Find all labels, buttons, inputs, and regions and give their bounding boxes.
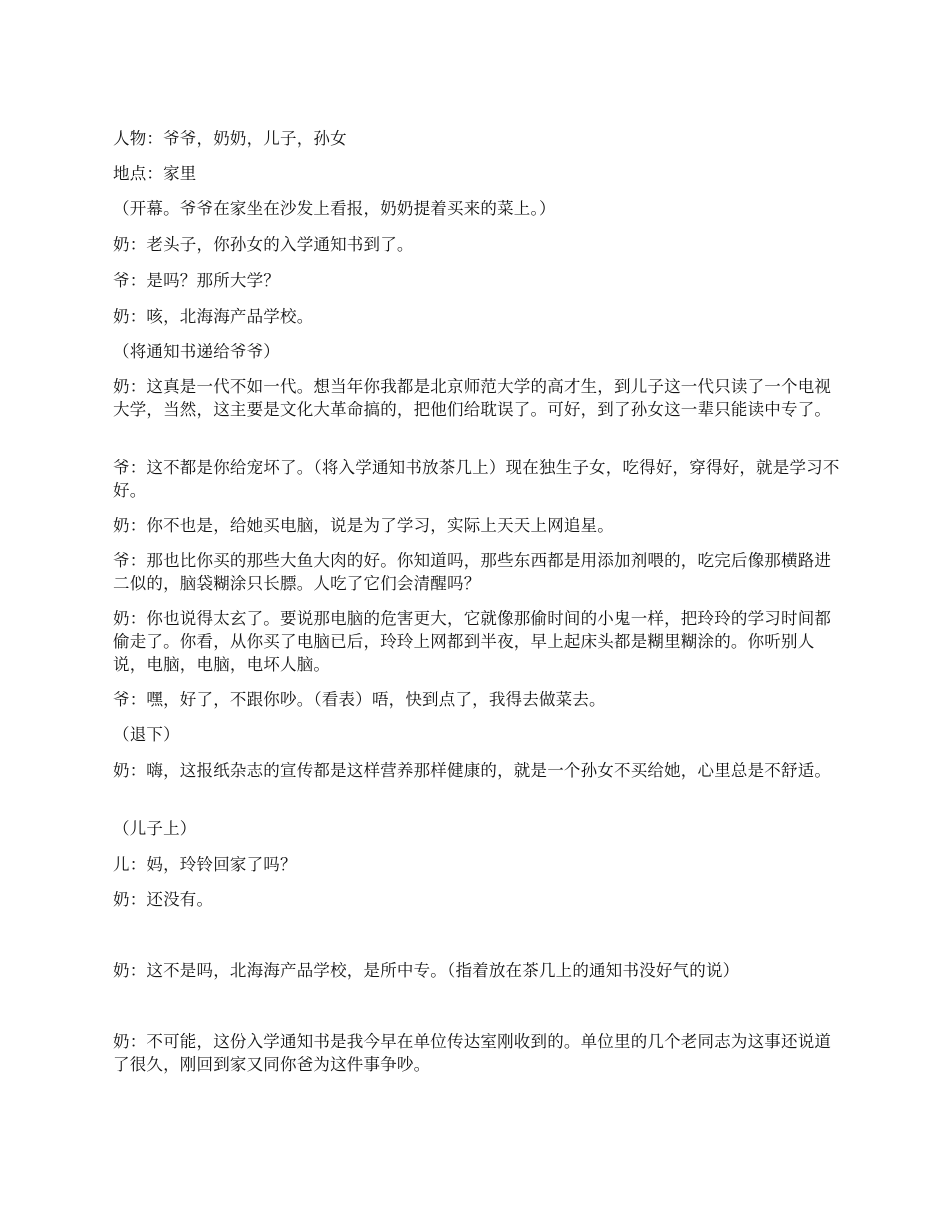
stage-direction: （开幕。爷爷在家坐在沙发上看报，奶奶提着买来的菜上。） (113, 199, 556, 218)
dialogue-line: 奶：你也说得太玄了。要说那电脑的危害更大，它就像那偷时间的小鬼一样，把玲玲的学习时间都偷走了。你看，从你买了电脑已后，玲玲上网都到半夜，早上起床头都是糊里糊涂的。你听别人说，电脑，电脑，电坏人脑。 (113, 609, 832, 674)
dialogue-line: 奶：你不也是，给她买电脑，说是为了学习，实际上天天上网追星。 (113, 516, 614, 535)
dialogue-line: 爷：那也比你买的那些大鱼大肉的好。你知道吗，那些东西都是用添加剂喂的，吃完后像那横路进二似的，脑袋糊涂只长膘。人吃了它们会清醒吗？ (113, 551, 832, 593)
dialogue-line: 奶：咳，北海海产品学校。 (113, 307, 314, 326)
stage-direction: （退下） (113, 725, 180, 744)
dialogue-line: 爷：这不都是你给宠坏了。（将入学通知书放茶几上）现在独生子女，吃得好，穿得好，就是学习不好。 (113, 458, 840, 500)
dialogue-line: 奶：这真是一代不如一代。想当年你我都是北京师范大学的高才生，到儿子这一代只读了一个电视大学，当然，这主要是文化大革命搞的，把他们给耽误了。可好，到了孙女这一辈只能读中专了。 (113, 377, 832, 419)
dialogue-line: 奶：嗨，这报纸杂志的宣传都是这样营养那样健康的，就是一个孙女不买给她，心里总是不舒适。 (113, 761, 832, 780)
stage-direction: （儿子上） (113, 819, 197, 838)
dialogue-line: 爷：是吗？那所大学？ (113, 271, 280, 290)
dialogue-line: 奶：不可能，这份入学通知书是我今早在单位传达室刚收到的。单位里的几个老同志为这事还说道了很久，刚回到家又同你爸为这件事争吵。 (113, 1032, 832, 1074)
dialogue-line: 爷：嘿，好了，不跟你吵。（看表）唔，快到点了，我得去做菜去。 (113, 690, 606, 709)
setting-line: 地点：家里 (113, 164, 197, 183)
dialogue-line: 奶：这不是吗，北海海产品学校，是所中专。（指着放在茶几上的通知书没好气的说） (113, 961, 740, 980)
dialogue-line: 儿：妈，玲铃回家了吗？ (113, 855, 297, 874)
dialogue-line: 奶：老头子，你孙女的入学通知书到了。 (113, 235, 414, 254)
dialogue-line: 奶：还没有。 (113, 890, 214, 909)
stage-direction: （将通知书递给爷爷） (113, 342, 280, 361)
cast-list: 人物：爷爷，奶奶，儿子，孙女 (113, 129, 347, 148)
